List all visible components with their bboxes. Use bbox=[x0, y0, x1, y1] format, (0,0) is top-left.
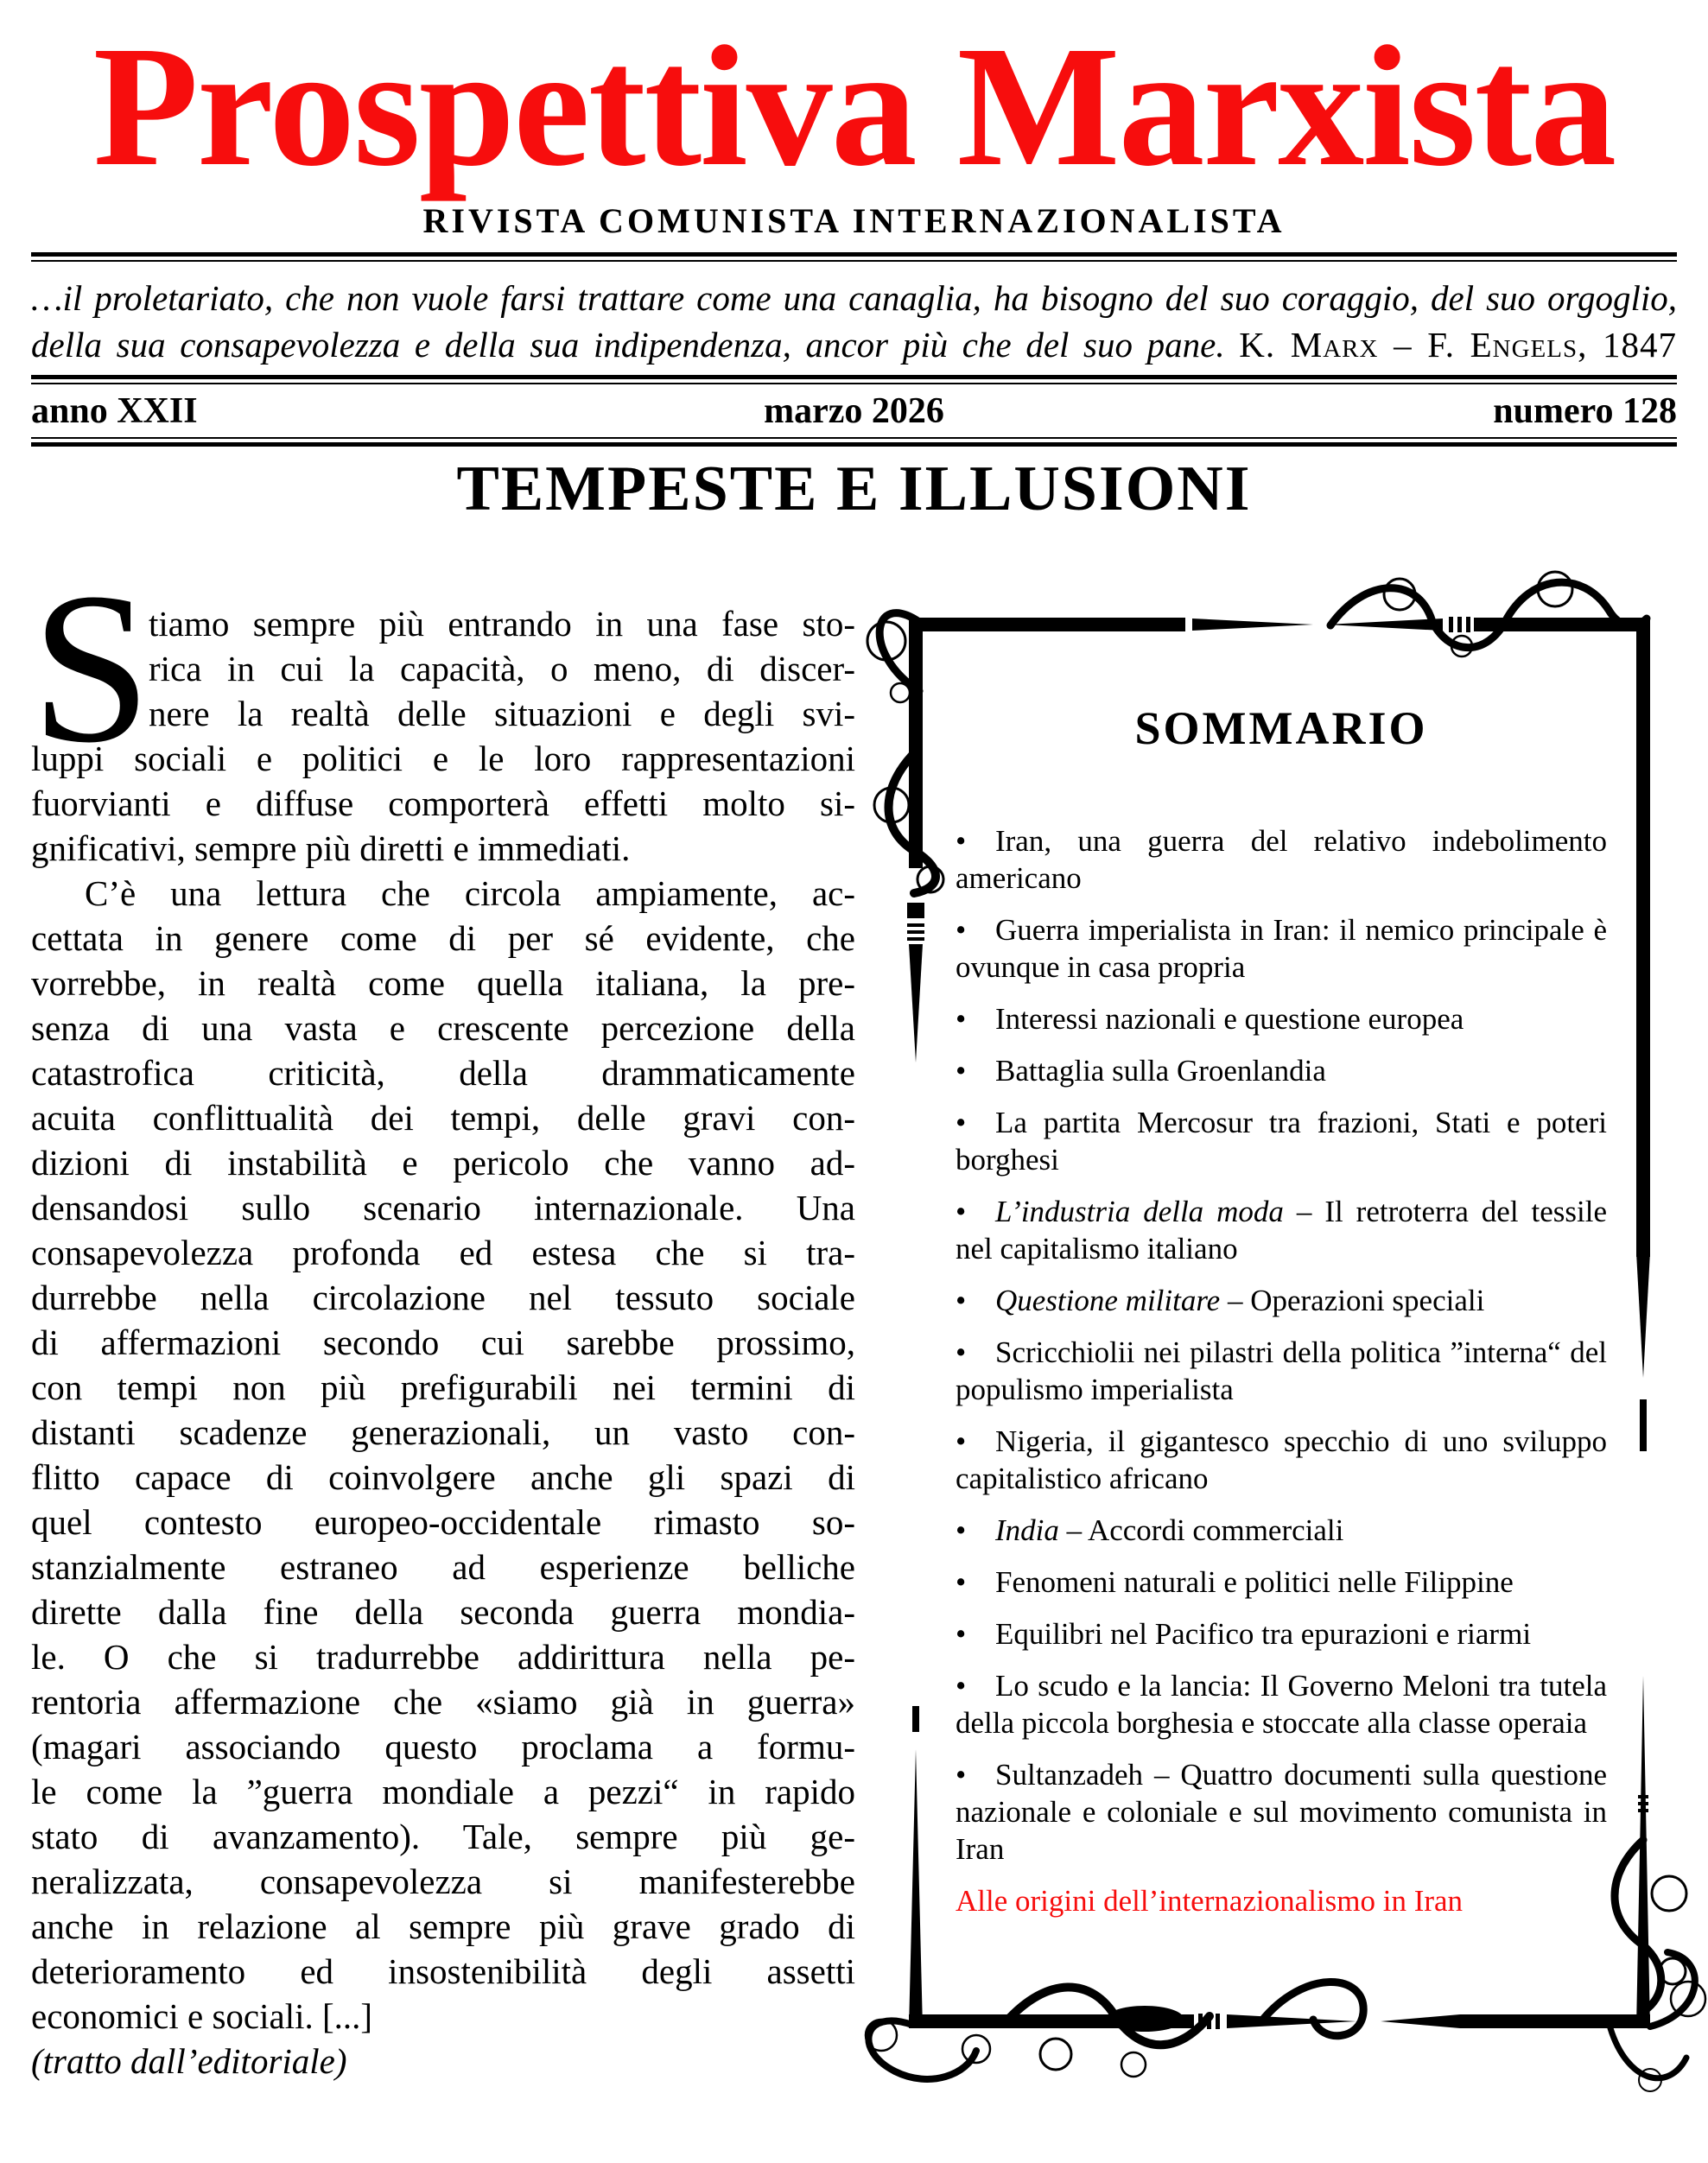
editorial-line: stanzialmente estraneo ad esperienze belliche bbox=[31, 1547, 855, 1587]
editorial-line: durrebbe nella circolazione nel tessuto sociale bbox=[31, 1278, 855, 1317]
journal-title: Prospettiva Marxista bbox=[92, 11, 1616, 202]
issue-number: numero 128 bbox=[1493, 391, 1677, 431]
bullet-icon: • bbox=[956, 1284, 967, 1317]
sommario-item: • Scricchiolii nei pilastri della politica ”interna“ del populismo imperialista bbox=[956, 1335, 1607, 1406]
sommario-content bbox=[956, 605, 1607, 1919]
sommario-item: • Equilibri nel Pacifico tra epurazioni e riarmi bbox=[956, 1617, 1532, 1651]
editorial-line: senza di una vasta e crescente percezione della bbox=[31, 1008, 855, 1048]
editorial-line: tiamo sempre più entrando in una fase sto- bbox=[149, 604, 855, 644]
sommario-item: • Fenomeni naturali e politici nelle Filippine bbox=[956, 1565, 1514, 1599]
sommario-items bbox=[956, 822, 1607, 1868]
editorial-line: di affermazioni secondo cui sarebbe prossimo, bbox=[31, 1323, 855, 1362]
editorial-line: rica in cui la capacità, o meno, di discer- bbox=[149, 649, 855, 688]
editorial-text bbox=[31, 549, 855, 2084]
sommario-item: • Questione militare – Operazioni speciali bbox=[956, 1284, 1485, 1317]
editorial-line: anche in relazione al sempre più grave grado di bbox=[31, 1906, 855, 1946]
editorial-line: acuita conflittualità dei tempi, delle gravi con- bbox=[31, 1098, 855, 1138]
sommario-item: • Nigeria, il gigantesco specchio di uno sviluppo capitalistico africano bbox=[956, 1424, 1607, 1495]
sommario-item: • Guerra imperialista in Iran: il nemico principale è ovunque in casa propria bbox=[956, 913, 1607, 984]
editorial-line: vorrebbe, in realtà come quella italiana, la pre- bbox=[31, 963, 855, 1003]
editorial-line: stato di avanzamento). Tale, sempre più ge- bbox=[31, 1817, 855, 1856]
bullet-icon: • bbox=[956, 1335, 967, 1369]
editorial-line: distanti scadenze generazionali, un vasto con- bbox=[31, 1412, 855, 1452]
editorial-line: (magari associando questo proclama a formu- bbox=[31, 1727, 855, 1767]
sommario-box bbox=[898, 605, 1667, 2108]
editorial-line: rentoria affermazione che «siamo già in guerra» bbox=[31, 1682, 855, 1722]
bullet-icon: • bbox=[956, 1565, 967, 1599]
sommario-item: • India – Accordi commerciali bbox=[956, 1513, 1344, 1547]
bullet-icon: • bbox=[956, 1513, 967, 1547]
editorial-line: cettata in genere come di per sé evidente, che bbox=[31, 918, 855, 958]
editorial-line: fuorvianti e diffuse comporterà effetti molto si- bbox=[31, 783, 855, 823]
editorial-line: le. O che si tradurrebbe addirittura nella pe- bbox=[31, 1637, 855, 1677]
editorial-column bbox=[31, 549, 855, 2084]
editorial-line: dizioni di instabilità e pericolo che vanno ad- bbox=[31, 1143, 855, 1183]
editorial-line: dirette dalla fine della seconda guerra mondia- bbox=[31, 1592, 855, 1632]
editorial-line: consapevolezza profonda ed estesa che si tra- bbox=[31, 1233, 855, 1272]
bullet-icon: • bbox=[956, 1424, 967, 1458]
editorial-line: economici e sociali. [...] bbox=[31, 1996, 373, 2036]
bullet-icon: • bbox=[956, 1195, 967, 1228]
epigraph-line-1: …il proletariato, che non vuole farsi trattare come una canaglia, ha bisogno del suo coraggio, del suo orgoglio, bbox=[31, 278, 1677, 318]
rule-middle bbox=[31, 375, 1677, 384]
editorial-line: (tratto dall’editoriale) bbox=[31, 2041, 347, 2081]
bullet-icon: • bbox=[956, 1669, 967, 1703]
editorial-line: neralizzata, consapevolezza si manifesterebbe bbox=[31, 1862, 855, 1901]
editorial-line: nere la realtà delle situazioni e degli svi- bbox=[149, 694, 855, 733]
journal-subtitle: RIVISTA COMUNISTA INTERNAZIONALISTA bbox=[422, 201, 1286, 240]
bullet-icon: • bbox=[956, 1002, 967, 1036]
epigraph bbox=[31, 275, 1677, 368]
sommario-item: • Interessi nazionali e questione europea bbox=[956, 1002, 1464, 1036]
sommario-item: • La partita Mercosur tra frazioni, Stati e poteri borghesi bbox=[956, 1106, 1607, 1177]
editorial-line: luppi sociali e politici e le loro rappresentazioni bbox=[31, 739, 855, 778]
bullet-icon: • bbox=[956, 1054, 967, 1088]
editorial-line: flitto capace di coinvolgere anche gli spazi di bbox=[31, 1457, 855, 1497]
editorial-line: C’è una lettura che circola ampiamente, ac- bbox=[85, 873, 855, 913]
editorial-line: densandosi sullo scenario internazionale. Una bbox=[31, 1188, 855, 1227]
rule-top bbox=[31, 252, 1677, 262]
editorial-line: con tempi non più prefigurabili nei termini di bbox=[31, 1367, 855, 1407]
sommario-title: SOMMARIO bbox=[1134, 702, 1428, 754]
editorial-line: gnificativi, sempre più diretti e immediati. bbox=[31, 828, 631, 868]
sommario-item: • Battaglia sulla Groenlandia bbox=[956, 1054, 1326, 1088]
editorial-line: le come la ”guerra mondiale a pezzi“ in rapido bbox=[31, 1772, 855, 1811]
epigraph-line-2: della sua consapevolezza e della sua indipendenza, ancor più che del suo pane. K. Marx – F. Engels, 1847 bbox=[31, 325, 1677, 365]
bullet-icon: • bbox=[956, 1758, 967, 1792]
editorial-line: quel contesto europeo-occidentale rimasto so- bbox=[31, 1502, 855, 1542]
masthead bbox=[0, 11, 1708, 241]
bullet-icon: • bbox=[956, 1617, 967, 1651]
sommario-highlight: Alle origini dell’internazionalismo in Iran bbox=[956, 1884, 1464, 1918]
sommario-item: • L’industria della moda – Il retroterra del tessile nel capitalismo italiano bbox=[956, 1195, 1608, 1265]
sommario-item: • Iran, una guerra del relativo indebolimento americano bbox=[956, 824, 1607, 895]
issue-bar bbox=[31, 390, 1677, 432]
rule-bottom bbox=[31, 437, 1677, 447]
bullet-icon: • bbox=[956, 1106, 967, 1139]
issue-year: anno XXII bbox=[31, 391, 198, 431]
epigraph-attribution: K. Marx – F. Engels, 1847 bbox=[1239, 325, 1677, 365]
editorial-line: deterioramento ed insostenibilità degli assetti bbox=[31, 1951, 855, 1991]
drop-cap: S bbox=[31, 549, 152, 788]
page-title: TEMPESTE E ILLUSIONI bbox=[456, 454, 1252, 524]
bullet-icon: • bbox=[956, 913, 967, 947]
sommario-item: • Lo scudo e la lancia: Il Governo Meloni tra tutela della piccola borghesia e stoccate alla classe operaia bbox=[956, 1669, 1607, 1740]
bullet-icon: • bbox=[956, 824, 967, 858]
sommario-item: • Sultanzadeh – Quattro documenti sulla questione nazionale e coloniale e sul movimento comunista in Iran bbox=[956, 1758, 1607, 1866]
issue-month: marzo 2026 bbox=[764, 391, 944, 431]
editorial-line: catastrofica criticità, della drammaticamente bbox=[31, 1053, 855, 1093]
